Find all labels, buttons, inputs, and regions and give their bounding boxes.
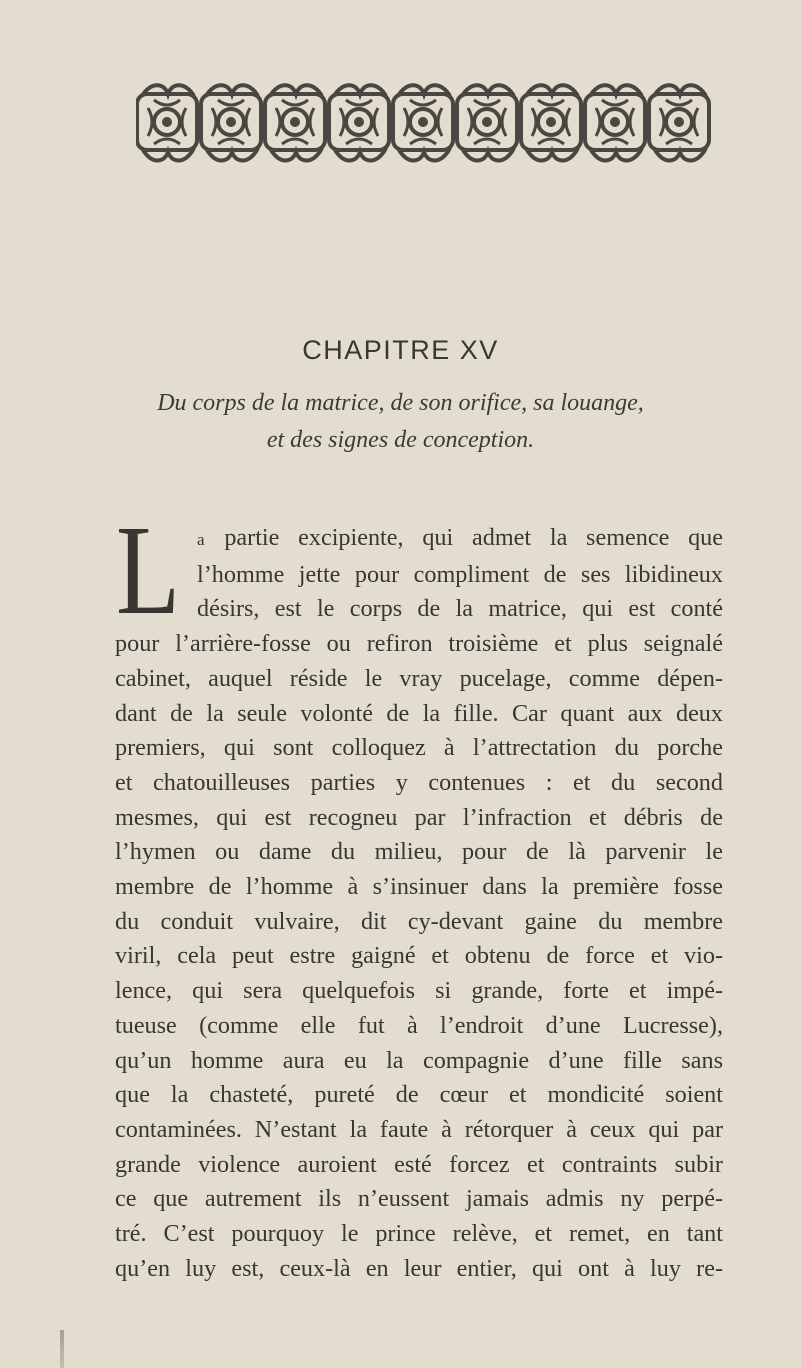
drop-cap-letter: L: [116, 499, 181, 641]
text-line: et chatouilleuses parties y contenues : et du second: [115, 768, 723, 796]
text-line: du conduit vulvaire, dit cy-devant gaine du membre: [115, 907, 723, 935]
text-line: grande violence auroient esté forcez et contraints subir: [115, 1150, 723, 1178]
text-line: [115, 521, 723, 558]
text-line: cabinet, auquel réside le vray pucelage, comme dépen-: [115, 664, 723, 692]
text-line: pour l’arrière-fosse ou refiron troisième et plus seignalé: [115, 630, 723, 658]
smallcap-letter: a: [197, 530, 206, 549]
text-line: désirs, est le corps de la matrice, qui est conté: [197, 595, 723, 623]
chapter-subtitle: [0, 385, 801, 459]
text-line: contaminées. N’estant la faute à rétorquer à ceux qui par: [115, 1115, 723, 1143]
body-text: [115, 521, 723, 1286]
text-line: l’hymen ou dame du milieu, pour de là parvenir le: [115, 838, 723, 866]
text-line: tré. C’est pourquoy le prince relève, et remet, en tant: [115, 1220, 723, 1248]
text-line: ce que autrement ils n’eussent jamais admis ny perpé-: [115, 1185, 723, 1213]
text-line: que la chasteté, pureté de cœur et mondicité soient: [115, 1081, 723, 1109]
text-line: dant de la seule volonté de la fille. Car quant aux deux: [115, 699, 723, 727]
page-edge-mark: [60, 1330, 64, 1368]
text-line: mesmes, qui est recogneu par l’infraction et débris de: [115, 803, 723, 831]
text-line: membre de l’homme à s’insinuer dans la première fosse: [115, 873, 723, 901]
text-line: tueuse (comme elle fut à l’endroit d’une Lucresse),: [115, 1011, 723, 1039]
text-line: l’homme jette pour compliment de ses libidineux: [197, 560, 723, 588]
text-line: qu’un homme aura eu la compagnie d’une fille sans: [115, 1046, 723, 1074]
text-line: premiers, qui sont colloquez à l’attrectation du porche: [115, 734, 723, 762]
text-line: lence, qui sera quelquefois si grande, forte et impé-: [115, 977, 723, 1005]
text-line-content: partie excipiente, qui admet la semence que: [224, 524, 724, 551]
text-line: viril, cela peut estre gaigné et obtenu de force et vio-: [115, 942, 723, 970]
ornamental-headpiece-icon: [136, 80, 712, 166]
chapter-title: CHAPITRE XV: [302, 335, 499, 365]
text-line: qu’en luy est, ceux-là en leur entier, qui ont à luy re-: [115, 1254, 723, 1282]
subtitle-line: Du corps de la matrice, de son orifice, sa louange,: [157, 390, 644, 416]
subtitle-line: et des signes de conception.: [266, 427, 535, 453]
